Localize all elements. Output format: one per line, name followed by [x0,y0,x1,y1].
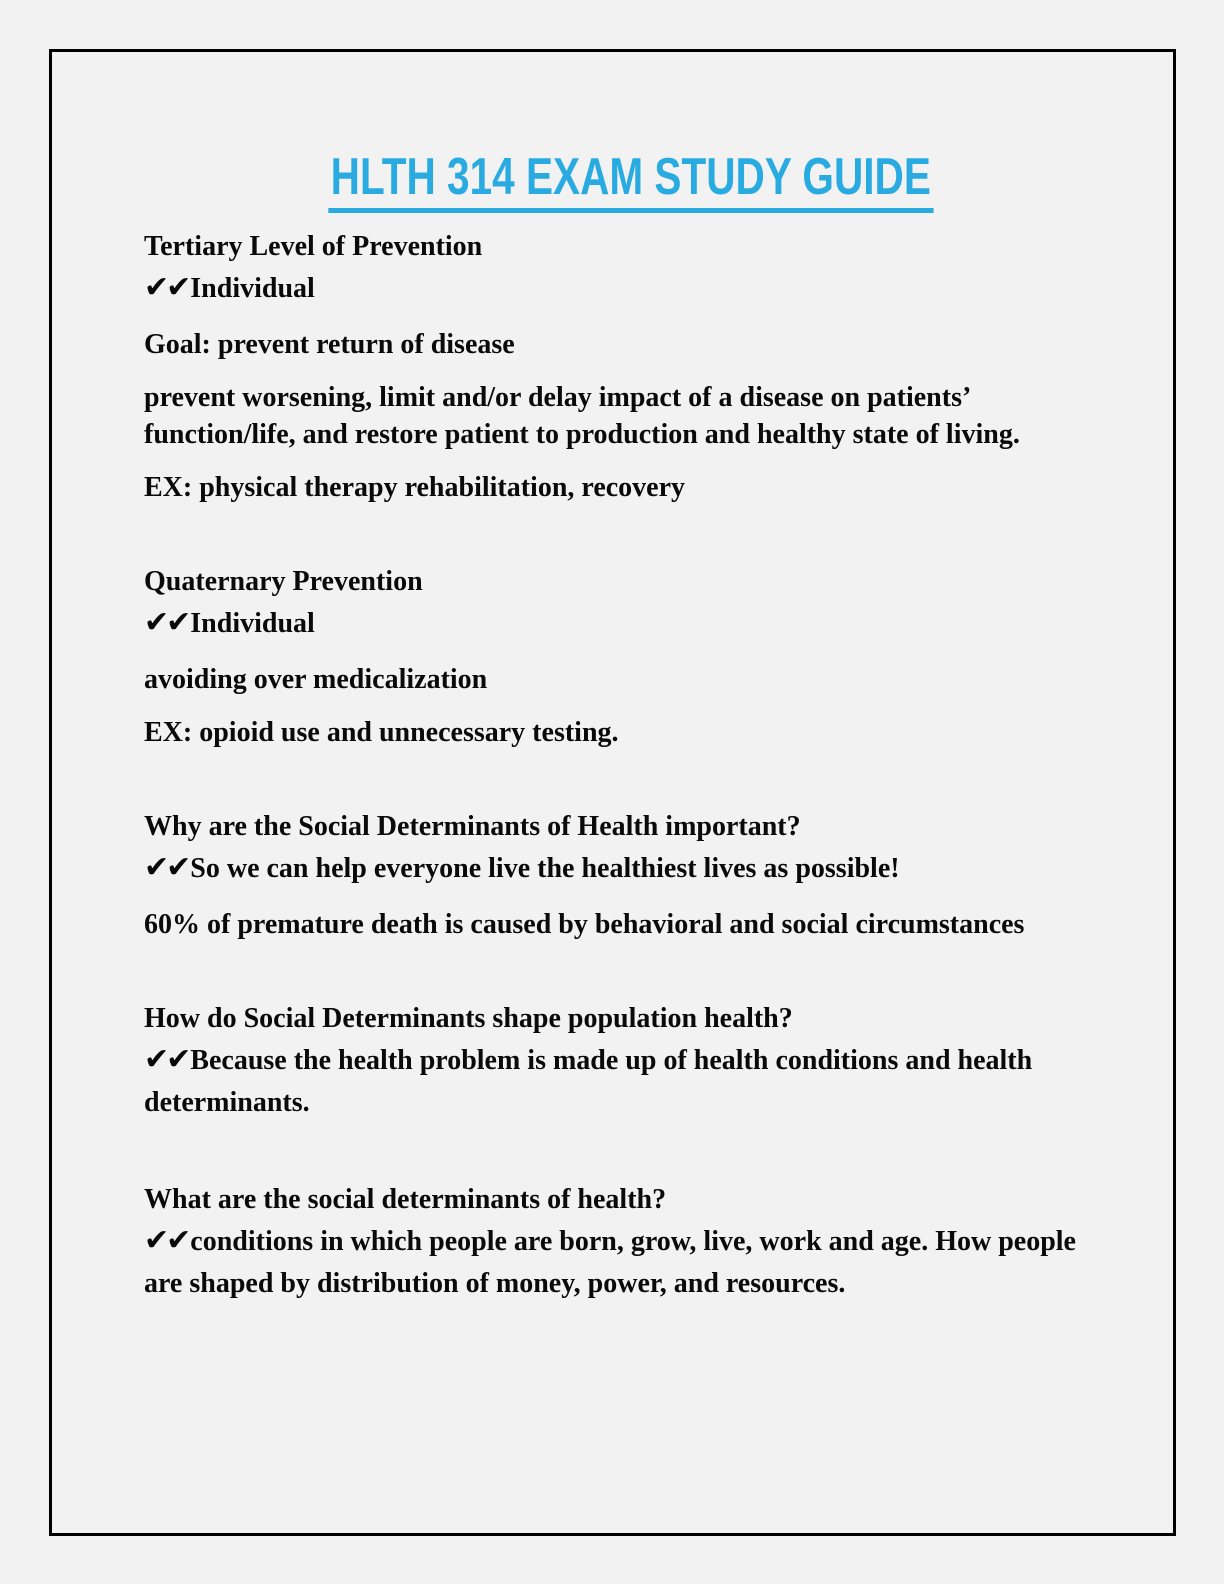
answer-text: Because the health problem is made up of health conditions and health determinants. [144,1045,1033,1119]
question-heading: How do Social Determinants shape population health? [144,1003,793,1035]
double-checkmark-icon: ✔✔ [144,605,189,641]
note-paragraph: EX: physical therapy rehabilitation, recovery [144,472,686,504]
qa-section-sdoh-population-health [144,999,1117,1124]
answer-line [144,847,1117,890]
qa-section-sdoh-importance [144,807,1117,943]
double-checkmark-icon: ✔✔ [144,1223,189,1259]
qa-section-quaternary-prevention [144,562,1117,751]
answer-text: Individual [190,608,315,640]
document-title-text: HLTH 314 EXAM STUDY GUIDE [328,149,933,213]
note-paragraph: 60% of premature death is caused by behavioral and social circumstances [144,909,1025,941]
double-checkmark-icon: ✔✔ [144,850,189,886]
qa-section-sdoh-definition [144,1180,1117,1305]
question-heading: Why are the Social Determinants of Health important? [144,811,801,843]
qa-section-tertiary-prevention [144,227,1117,506]
answer-line [144,267,1117,310]
question-heading: Tertiary Level of Prevention [144,231,483,263]
note-paragraph: Goal: prevent return of disease [144,329,515,361]
answer-line [144,1039,1117,1124]
double-checkmark-icon: ✔✔ [144,1042,189,1078]
document-title [144,149,1117,213]
note-paragraph: prevent worsening, limit and/or delay impact of a disease on patients’ function/life, and restore patient to production and healthy state of living. [144,382,1020,451]
double-checkmark-icon: ✔✔ [144,270,189,306]
answer-text: conditions in which people are born, grow, live, work and age. How people are shaped by distribution of money, power, and resources. [144,1226,1076,1300]
question-heading: Quaternary Prevention [144,566,423,598]
answer-line [144,1220,1117,1305]
answer-text: So we can help everyone live the healthiest lives as possible! [190,853,900,885]
answer-line [144,602,1117,645]
page-border [49,49,1176,1536]
note-paragraph: EX: opioid use and unnecessary testing. [144,717,619,749]
note-paragraph: avoiding over medicalization [144,664,488,696]
question-heading: What are the social determinants of health? [144,1184,667,1216]
answer-text: Individual [190,273,315,305]
